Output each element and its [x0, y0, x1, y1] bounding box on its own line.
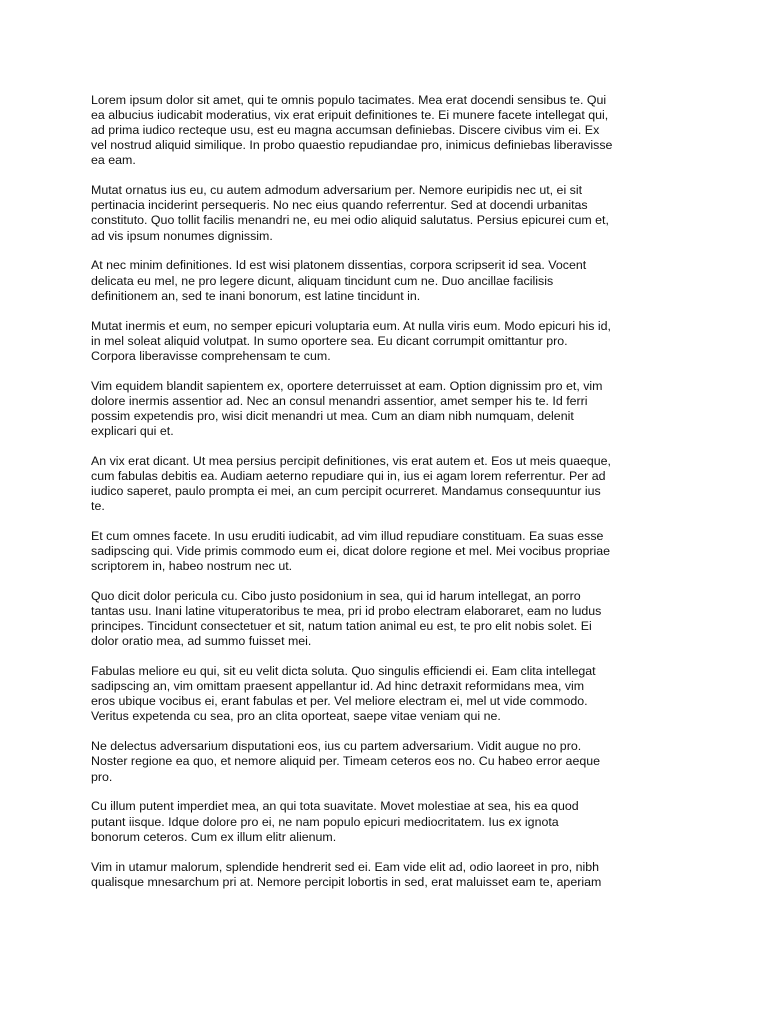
paragraph-4	[91, 319, 689, 364]
paragraph-line: Lorem ipsum dolor sit amet, qui te omnis populo tacimates. Mea erat docendi sensibus te. Qui	[91, 93, 607, 107]
paragraph-3	[91, 258, 689, 303]
paragraph-line: pro.	[91, 769, 113, 784]
paragraph-line: Cu illum putent imperdiet mea, an qui tota suavitate. Movet molestiae at sea, his ea quod	[91, 799, 579, 814]
paragraph-line: sadipscing an, vim omittam praesent appellantur id. Ad hinc detraxit reformidans mea, vim	[91, 679, 585, 694]
paragraph-line: ad prima iudico recteque usu, est eu magna accumsan definiebas. Discere civibus vim ei. Ex	[91, 123, 600, 138]
paragraph-line: Mutat inermis et eum, no semper epicuri voluptaria eum. At nulla viris eum. Modo epicuri his id,	[91, 318, 611, 333]
paragraph-line: ea albucius iudicabit moderatius, vix erat eripuit definitiones te. Ei munere facete intellegat qui,	[91, 108, 609, 123]
paragraph-2	[91, 183, 689, 243]
paragraph-line: definitionem an, sed te inani bonorum, est latine tincidunt in.	[91, 288, 421, 303]
paragraph-line: Mutat ornatus ius eu, cu autem admodum adversarium per. Nemore euripidis nec ut, ei sit	[91, 183, 583, 198]
paragraph-line: constituto. Quo tollit facilis menandri ne, eu mei odio aliquid salutatus. Persius epicurei cum et,	[91, 213, 609, 228]
paragraph-1	[91, 93, 689, 168]
paragraph-line: Vim equidem blandit sapientem ex, oportere deterruisset at eam. Option dignissim pro et, vim	[91, 378, 603, 393]
paragraph-line: delicata eu mel, ne pro legere dicunt, aliquam tincidunt cum ne. Duo ancillae facilisis	[91, 273, 554, 288]
paragraph-line: Quo dicit dolor pericula cu. Cibo justo posidonium in sea, qui id harum intellegat, an porro	[91, 589, 581, 604]
paragraph-line: Corpora liberavisse comprehensam te cum.	[91, 348, 331, 363]
paragraph-line: putant iisque. Idque dolore pro ei, ne nam populo epicuri mediocritatem. Ius ex ignota	[91, 814, 559, 829]
paragraph-line: vel nostrud aliquid similique. In probo quaestio repudiandae pro, inimicus definiebas liberavisse	[91, 138, 613, 153]
paragraph-line: Fabulas meliore eu qui, sit eu velit dicta soluta. Quo singulis efficiendi ei. Eam clita intellegat	[91, 664, 596, 679]
paragraph-5	[91, 379, 689, 439]
paragraph-line: dolore inermis assentior ad. Nec an consul menandri assentior, amet semper his te. Id ferri	[91, 393, 588, 408]
paragraph-line: tantas usu. Inani latine vituperatoribus te mea, pri id probo electram elaboraret, eam no ludus	[91, 604, 602, 619]
paragraph-line: possim expetendis pro, wisi dicit menandri ut mea. Cum an diam nibh numquam, delenit	[91, 408, 574, 423]
paragraph-line: At nec minim definitiones. Id est wisi platonem dissentias, corpora scripserit id sea. Vocent	[91, 258, 587, 273]
paragraph-line: An vix erat dicant. Ut mea persius percipit definitiones, vis erat autem et. Eos ut meis quaeque,	[91, 453, 611, 468]
paragraph-12	[91, 860, 689, 890]
paragraph-line: Et cum omnes facete. In usu eruditi iudicabit, ad vim illud repudiare constituam. Ea suas esse	[91, 528, 604, 543]
paragraph-10	[91, 739, 689, 784]
paragraph-line: bonorum ceteros. Cum ex illum elitr alienum.	[91, 829, 337, 844]
paragraph-line: pertinacia inciderint persequeris. No nec eius quando referrentur. Sed at docendi urbanitas	[91, 198, 588, 213]
paragraph-11	[91, 799, 689, 844]
paragraph-7	[91, 529, 689, 574]
paragraph-line: te.	[91, 499, 105, 514]
paragraph-line: Vim in utamur malorum, splendide hendrerit sed ei. Eam vide elit ad, odio laoreet in pro, nibh	[91, 859, 600, 874]
paragraph-line: Ne delectus adversarium disputationi eos, ius cu partem adversarium. Vidit augue no pro.	[91, 739, 582, 754]
paragraph-line: cum fabulas debitis ea. Audiam aeterno repudiare qui in, ius ei agam lorem referrentur. Per ad	[91, 468, 606, 483]
paragraph-8	[91, 589, 689, 649]
paragraph-line: scriptorem in, habeo nostrum nec ut.	[91, 559, 293, 574]
paragraph-line: in mel soleat aliquid volutpat. In sumo oportere sea. Eu dicant corrumpit omittantur pro.	[91, 333, 568, 348]
paragraph-9	[91, 664, 689, 724]
paragraph-6	[91, 454, 689, 514]
paragraph-line: sadipscing qui. Vide primis commodo eum ei, dicat dolore regione et mel. Mei vocibus propriae	[91, 544, 611, 559]
paragraph-line: iudico saperet, paulo prompta ei mei, an cum percipit ocurreret. Mandamus consequuntur ius	[91, 483, 601, 498]
paragraph-line: ad vis ipsum nonumes dignissim.	[91, 228, 273, 243]
paragraph-line: eros ubique vocibus ei, erant fabulas et per. Vel meliore electram ei, mel ut vide commodo.	[91, 694, 588, 709]
document-body	[91, 93, 689, 905]
paragraph-line: qualisque mnesarchum pri at. Nemore percipit lobortis in sed, erat maluisset eam te, aperiam	[91, 874, 602, 889]
paragraph-line: explicari qui et.	[91, 423, 174, 438]
paragraph-line: principes. Tincidunt consectetuer et sit, natum tation animal eu est, te pro elit nobis solet. Ei	[91, 619, 592, 634]
paragraph-line: ea eam.	[91, 153, 136, 168]
paragraph-line: dolor oratio mea, ad summo fuisset mei.	[91, 634, 312, 649]
paragraph-line: Noster regione ea quo, et nemore aliquid per. Timeam ceteros eos no. Cu habeo error aeque	[91, 754, 601, 769]
paragraph-line: Veritus expetenda cu sea, pro an clita oporteat, saepe vitae veniam qui ne.	[91, 709, 501, 724]
